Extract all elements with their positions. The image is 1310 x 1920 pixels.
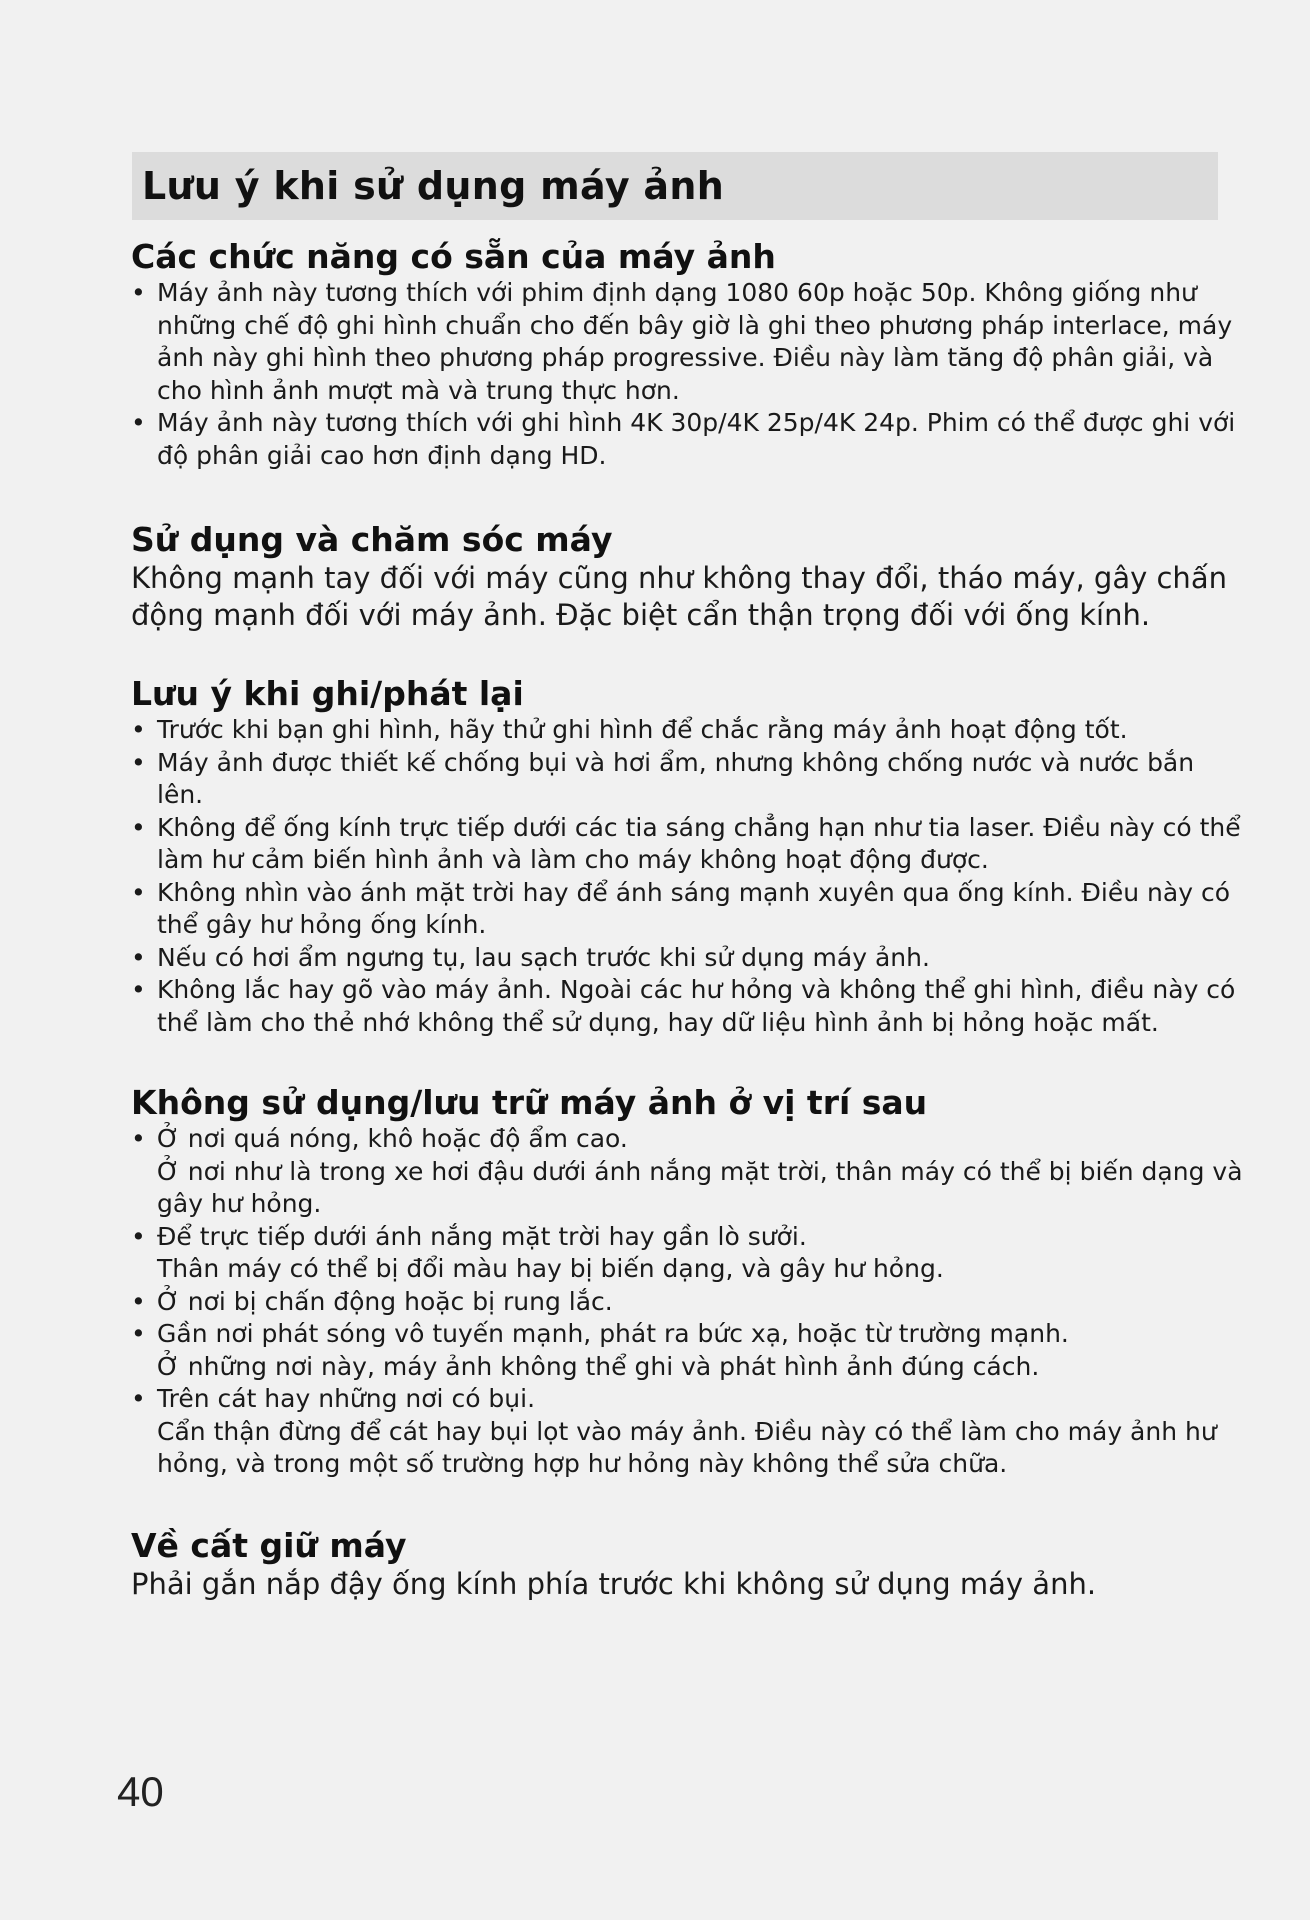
bullet-list xyxy=(131,1123,1246,1481)
list-item xyxy=(131,1123,1246,1221)
list-item-detail: Thân máy có thể bị đổi màu hay bị biến dạng, và gây hư hỏng. xyxy=(157,1254,944,1283)
section-heading: Các chức năng có sẵn của máy ảnh xyxy=(131,237,776,276)
section-heading: Không sử dụng/lưu trữ máy ảnh ở vị trí sau xyxy=(131,1083,928,1122)
section-body: Phải gắn nắp đậy ống kính phía trước khi không sử dụng máy ảnh. xyxy=(131,1566,1097,1601)
list-item-detail: Ở nơi như là trong xe hơi đậu dưới ánh nắng mặt trời, thân máy có thể bị biến dạng và gây hư hỏng. xyxy=(157,1156,1243,1218)
section-body: Không mạnh tay đối với máy cũng như không thay đổi, tháo máy, gây chấn động mạnh đối với máy ảnh. Đặc biệt cẩn thận trọng đối với ống kính. xyxy=(131,561,1227,632)
list-item: • Máy ảnh này tương thích với phim định dạng 1080 60p hoặc 50p. Không giống như những chế độ ghi hình chuẩn cho đến bây giờ là ghi theo phương pháp interlace, máy ảnh này ghi hình theo phương pháp progressive. Điều này làm tăng độ phân giải, và cho hình ảnh mượt mà và trung thực hơn. xyxy=(131,277,1246,407)
list-item: • Máy ảnh được thiết kế chống bụi và hơi ẩm, nhưng không chống nước và nước bắn lên. xyxy=(131,747,1246,812)
section-storage-locations xyxy=(131,1083,1246,1481)
list-item: • Không để ống kính trực tiếp dưới các tia sáng chẳng hạn như tia laser. Điều này có thể làm hư cảm biến hình ảnh và làm cho máy không hoạt động được. xyxy=(131,812,1246,877)
list-item: • Không nhìn vào ánh mặt trời hay để ánh sáng mạnh xuyên qua ống kính. Điều này có thể gây hư hỏng ống kính. xyxy=(131,877,1246,942)
title-bar xyxy=(132,152,1218,220)
list-item-line: Ở nơi bị chấn động hoặc bị rung lắc. xyxy=(157,1286,613,1316)
section-use-and-care xyxy=(131,520,1246,634)
section-heading: Lưu ý khi ghi/phát lại xyxy=(131,674,524,713)
section-heading: Về cất giữ máy xyxy=(131,1525,407,1565)
section-heading: Sử dụng và chăm sóc máy xyxy=(131,520,613,559)
list-item-line: Ở nơi quá nóng, khô hoặc độ ẩm cao. xyxy=(157,1124,628,1153)
bullet-list xyxy=(131,714,1246,1039)
section-storage xyxy=(131,1526,1246,1603)
list-item-line: Để trực tiếp dưới ánh nắng mặt trời hay gần lò sưởi. xyxy=(157,1221,807,1251)
list-item-line: Trên cát hay những nơi có bụi. xyxy=(157,1384,536,1413)
list-item: • Máy ảnh này tương thích với ghi hình 4K 30p/4K 25p/4K 24p. Phim có thể được ghi với độ phân giải cao hơn định dạng HD. xyxy=(131,407,1246,472)
section-available-functions xyxy=(131,237,1246,472)
list-item xyxy=(131,1221,1246,1286)
bullet-list xyxy=(131,277,1246,472)
list-item xyxy=(131,1318,1246,1383)
content xyxy=(131,237,1246,1603)
list-item: • Trước khi bạn ghi hình, hãy thử ghi hình để chắc rằng máy ảnh hoạt động tốt. xyxy=(131,714,1246,747)
page-title: Lưu ý khi sử dụng máy ảnh xyxy=(142,164,725,208)
list-item-line: Gần nơi phát sóng vô tuyến mạnh, phát ra bức xạ, hoặc từ trường mạnh. xyxy=(157,1319,1069,1348)
list-item-detail: Cẩn thận đừng để cát hay bụi lọt vào máy ảnh. Điều này có thể làm cho máy ảnh hư hỏng, và trong một số trường hợp hư hỏng này không thể sửa chữa. xyxy=(157,1416,1217,1478)
list-item: • Nếu có hơi ẩm ngưng tụ, lau sạch trước khi sử dụng máy ảnh. xyxy=(131,942,1246,975)
list-item: • Không lắc hay gõ vào máy ảnh. Ngoài các hư hỏng và không thể ghi hình, điều này có thể làm cho thẻ nhớ không thể sử dụng, hay dữ liệu hình ảnh bị hỏng hoặc mất. xyxy=(131,974,1246,1039)
list-item xyxy=(131,1383,1246,1481)
page-number: 40 xyxy=(117,1768,164,1815)
list-item xyxy=(131,1286,1246,1319)
section-recording-playback-notes xyxy=(131,674,1246,1039)
list-item-detail: Ở những nơi này, máy ảnh không thể ghi và phát hình ảnh đúng cách. xyxy=(157,1351,1040,1381)
